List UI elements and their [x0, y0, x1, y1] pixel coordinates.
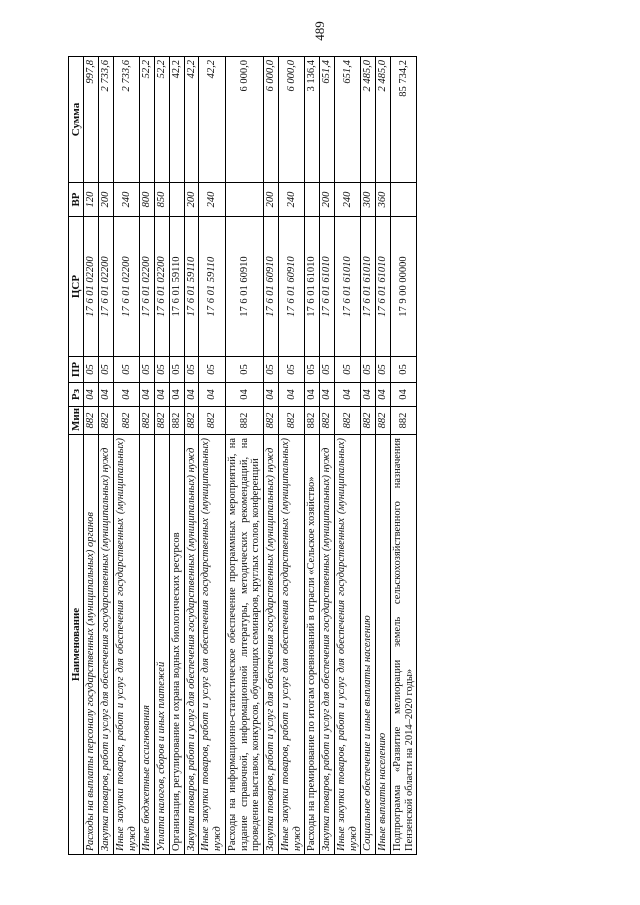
- cell-sum: 85 734,2: [390, 57, 417, 183]
- table-row: [155, 57, 170, 855]
- cell-min: 882: [169, 407, 184, 435]
- cell-name: Закупка товаров, работ и услуг для обеспечения государственных (муниципальных) нужд: [264, 435, 279, 855]
- cell-name: Расходы на информационно-статистическое обеспечение программных мероприятий, на издание справочной, информационной литературы, методических рекомендаций, на проведение выставок, конкурсов, обучающих семинаров, круглых столов, конференций: [225, 435, 263, 855]
- cell-pr: 05: [264, 357, 279, 383]
- cell-vr: [305, 183, 320, 217]
- table-row: [264, 57, 279, 855]
- cell-name: Иные закупки товаров, работ и услуг для обеспечения государственных (муниципальных) нужд: [334, 435, 361, 855]
- cell-sum: 6 000,0: [278, 57, 305, 183]
- cell-name: Иные закупки товаров, работ и услуг для обеспечения государственных (муниципальных) нужд: [199, 435, 226, 855]
- cell-rz: 04: [140, 383, 155, 407]
- cell-name: Иные закупки товаров, работ и услуг для обеспечения государственных (муниципальных) нужд: [113, 435, 140, 855]
- cell-min: 882: [305, 407, 320, 435]
- cell-pr: 05: [225, 357, 263, 383]
- cell-min: 882: [155, 407, 170, 435]
- cell-rz: 04: [376, 383, 391, 407]
- cell-name: Уплата налогов, сборов и иных платежей: [155, 435, 170, 855]
- table-row: [390, 57, 417, 855]
- cell-sum: 42,2: [169, 57, 184, 183]
- cell-pr: 05: [84, 357, 99, 383]
- table-row: [84, 57, 99, 855]
- cell-vr: 200: [99, 183, 114, 217]
- cell-vr: 200: [184, 183, 199, 217]
- table-row: [334, 57, 361, 855]
- table-row: [169, 57, 184, 855]
- header-pr: ПР: [69, 357, 84, 383]
- cell-pr: 05: [199, 357, 226, 383]
- cell-rz: 04: [320, 383, 335, 407]
- cell-csr: 17 6 01 61010: [334, 217, 361, 357]
- cell-csr: 17 6 01 02200: [113, 217, 140, 357]
- cell-sum: 2 733,6: [113, 57, 140, 183]
- table-row: [184, 57, 199, 855]
- cell-pr: 05: [334, 357, 361, 383]
- table-body: [84, 57, 417, 855]
- cell-sum: 651,4: [334, 57, 361, 183]
- cell-name: Расходы на выплаты персоналу государственных (муниципальных) органов: [84, 435, 99, 855]
- cell-min: 882: [320, 407, 335, 435]
- cell-min: 882: [278, 407, 305, 435]
- cell-vr: [169, 183, 184, 217]
- cell-min: 882: [184, 407, 199, 435]
- cell-rz: 04: [278, 383, 305, 407]
- table-row: [113, 57, 140, 855]
- cell-vr: 850: [155, 183, 170, 217]
- cell-min: 882: [84, 407, 99, 435]
- cell-sum: 52,2: [155, 57, 170, 183]
- table-row: [199, 57, 226, 855]
- table-row: [305, 57, 320, 855]
- cell-rz: 04: [199, 383, 226, 407]
- cell-pr: 05: [305, 357, 320, 383]
- table-row: [140, 57, 155, 855]
- cell-vr: 360: [376, 183, 391, 217]
- cell-rz: 04: [390, 383, 417, 407]
- cell-csr: 17 6 01 60910: [225, 217, 263, 357]
- cell-min: 882: [199, 407, 226, 435]
- cell-name: Расходы на премирование по итогам соревнований в отрасли «Сельское хозяйство»: [305, 435, 320, 855]
- cell-vr: 240: [278, 183, 305, 217]
- cell-csr: 17 6 01 02200: [84, 217, 99, 357]
- cell-min: 882: [334, 407, 361, 435]
- cell-rz: 04: [99, 383, 114, 407]
- cell-pr: 05: [361, 357, 376, 383]
- cell-min: 882: [390, 407, 417, 435]
- cell-pr: 05: [390, 357, 417, 383]
- cell-rz: 04: [264, 383, 279, 407]
- cell-vr: 200: [264, 183, 279, 217]
- cell-rz: 04: [155, 383, 170, 407]
- cell-csr: 17 6 01 61010: [320, 217, 335, 357]
- cell-name: Иные закупки товаров, работ и услуг для обеспечения государственных (муниципальных) нужд: [278, 435, 305, 855]
- budget-table: [68, 56, 417, 855]
- cell-sum: 6 000,0: [225, 57, 263, 183]
- cell-sum: 997,8: [84, 57, 99, 183]
- cell-rz: 04: [169, 383, 184, 407]
- cell-sum: 2 733,6: [99, 57, 114, 183]
- cell-name: Иные бюджетные ассигнования: [140, 435, 155, 855]
- cell-pr: 05: [184, 357, 199, 383]
- cell-min: 882: [264, 407, 279, 435]
- header-name: Наименование: [69, 435, 84, 855]
- cell-pr: 05: [155, 357, 170, 383]
- cell-pr: 05: [99, 357, 114, 383]
- cell-vr: 240: [199, 183, 226, 217]
- cell-min: 882: [140, 407, 155, 435]
- cell-name: Подпрограмма «Развитие мелиорации земель сельскохозяйственного назначения Пензенской области на 2014–2020 годы»: [390, 435, 417, 855]
- cell-vr: [225, 183, 263, 217]
- cell-pr: 05: [376, 357, 391, 383]
- cell-vr: 200: [320, 183, 335, 217]
- page-number: 489: [312, 21, 327, 41]
- cell-sum: 42,2: [199, 57, 226, 183]
- cell-csr: 17 6 01 61010: [361, 217, 376, 357]
- cell-name: Иные выплаты населению: [376, 435, 391, 855]
- cell-rz: 04: [305, 383, 320, 407]
- cell-name: Закупка товаров, работ и услуг для обеспечения государственных (муниципальных) нужд: [184, 435, 199, 855]
- rotated-table-container: [68, 57, 523, 855]
- header-min: Мин: [69, 407, 84, 435]
- cell-sum: 52,2: [140, 57, 155, 183]
- cell-csr: 17 6 01 59110: [184, 217, 199, 357]
- cell-name: Закупка товаров, работ и услуг для обеспечения государственных (муниципальных) нужд: [320, 435, 335, 855]
- cell-rz: 04: [225, 383, 263, 407]
- cell-rz: 04: [184, 383, 199, 407]
- cell-csr: 17 6 01 59110: [169, 217, 184, 357]
- cell-sum: 6 000,0: [264, 57, 279, 183]
- cell-csr: 17 6 01 61010: [376, 217, 391, 357]
- cell-rz: 04: [361, 383, 376, 407]
- cell-csr: 17 9 00 00000: [390, 217, 417, 357]
- cell-vr: [390, 183, 417, 217]
- header-sum: Сумма: [69, 57, 84, 183]
- cell-pr: 05: [278, 357, 305, 383]
- cell-csr: 17 6 01 02200: [140, 217, 155, 357]
- cell-name: Закупка товаров, работ и услуг для обеспечения государственных (муниципальных) нужд: [99, 435, 114, 855]
- cell-vr: 240: [334, 183, 361, 217]
- cell-sum: 42,2: [184, 57, 199, 183]
- cell-sum: 2 485,0: [376, 57, 391, 183]
- cell-rz: 04: [334, 383, 361, 407]
- cell-vr: 300: [361, 183, 376, 217]
- cell-min: 882: [113, 407, 140, 435]
- cell-csr: 17 6 01 02200: [155, 217, 170, 357]
- table-row: [99, 57, 114, 855]
- cell-vr: 120: [84, 183, 99, 217]
- cell-vr: 800: [140, 183, 155, 217]
- cell-pr: 05: [320, 357, 335, 383]
- table-row: [225, 57, 263, 855]
- cell-rz: 04: [113, 383, 140, 407]
- cell-name: Социальное обеспечение и иные выплаты населению: [361, 435, 376, 855]
- header-vr: ВР: [69, 183, 84, 217]
- table-row: [320, 57, 335, 855]
- cell-sum: 651,4: [320, 57, 335, 183]
- cell-pr: 05: [169, 357, 184, 383]
- cell-min: 882: [225, 407, 263, 435]
- table-row: [278, 57, 305, 855]
- cell-rz: 04: [84, 383, 99, 407]
- cell-min: 882: [99, 407, 114, 435]
- cell-pr: 05: [140, 357, 155, 383]
- table-header-row: [69, 57, 84, 855]
- cell-csr: 17 6 01 60910: [278, 217, 305, 357]
- cell-pr: 05: [113, 357, 140, 383]
- header-csr: ЦСР: [69, 217, 84, 357]
- cell-csr: 17 6 01 59110: [199, 217, 226, 357]
- cell-min: 882: [376, 407, 391, 435]
- cell-csr: 17 6 01 61010: [305, 217, 320, 357]
- cell-sum: 2 485,0: [361, 57, 376, 183]
- header-rz: Рз: [69, 383, 84, 407]
- cell-csr: 17 6 01 60910: [264, 217, 279, 357]
- cell-vr: 240: [113, 183, 140, 217]
- cell-min: 882: [361, 407, 376, 435]
- cell-sum: 3 136,4: [305, 57, 320, 183]
- cell-csr: 17 6 01 02200: [99, 217, 114, 357]
- table-row: [376, 57, 391, 855]
- table-row: [361, 57, 376, 855]
- cell-name: Организация, регулирование и охрана водных биологических ресурсов: [169, 435, 184, 855]
